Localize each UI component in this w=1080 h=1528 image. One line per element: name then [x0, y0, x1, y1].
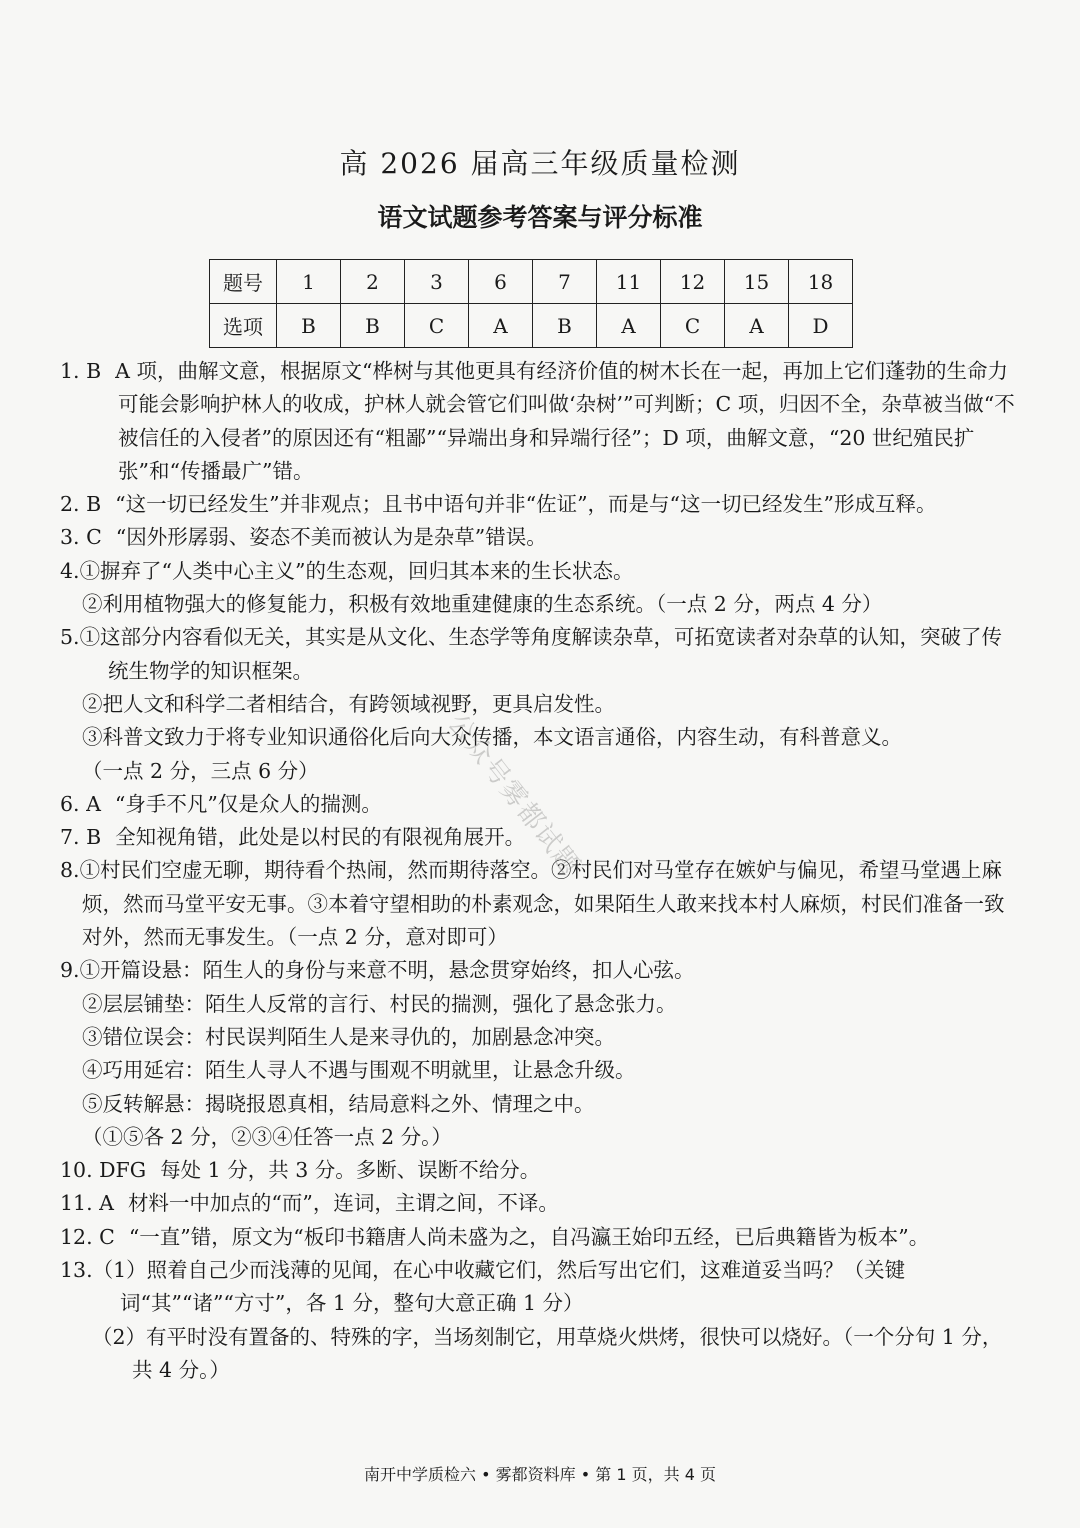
answer-list [60, 355, 1020, 1387]
question-number: 1 [277, 260, 341, 304]
item-text: 全知视角错，此处是以村民的有限视角展开。 [115, 825, 526, 850]
item-number: 8. [60, 858, 80, 883]
item-number: 13. [60, 1258, 93, 1283]
question-number: 11 [597, 260, 661, 304]
item-text: 材料一中加点的“而”，连词，主谓之间，不译。 [127, 1191, 559, 1216]
item-point: ④巧用延宕：陌生人寻人不遇与围观不明就里，让悬念升级。 [82, 1058, 636, 1083]
answer-choice: B [277, 304, 341, 348]
answer-choice: A [597, 304, 661, 348]
item-text: ①村民们空虚无聊，期待看个热闹，然而期待落空。②村民们对马堂存在嫉妒与偏见，希望马堂遇上麻烦，然而马堂平安无事。③本着守望相助的朴素观念，如果陌生人敢来找本村人麻烦，村民们准备一致对外，然而无事发生。（一点 2 分，意对即可） [79, 858, 1005, 950]
item-score-note: （一点 2 分，三点 6 分） [82, 758, 319, 783]
answer-choice: A [469, 304, 533, 348]
page-subtitle: 语文试题参考答案与评分标准 [377, 203, 703, 232]
answer-table-choice-row [210, 304, 853, 348]
answer-choice: D [789, 304, 853, 348]
answer-item-4 [60, 555, 1020, 622]
question-number: 3 [405, 260, 469, 304]
item-number: 12. C [60, 1224, 115, 1249]
item-text: “这一切已经发生”并非观点；且书中语句并非“佐证”，而是与“这一切已经发生”形成互释。 [115, 492, 937, 517]
item-number: 9. [60, 958, 80, 983]
watermark: 公众号雾都试题 [441, 708, 586, 882]
answer-choice: B [341, 304, 405, 348]
item-number: 10. DFG [60, 1158, 147, 1183]
answer-table [209, 259, 853, 348]
item-point: ①开篇设悬：陌生人的身份与来意不明，悬念贯穿始终，扣人心弦。 [79, 958, 695, 983]
item-number: 6. A [60, 791, 101, 816]
item-number: 1. B [60, 359, 102, 383]
answer-choice: A [725, 304, 789, 348]
answer-item-3 [60, 521, 1020, 554]
item-text: A 项，曲解文意，根据原文“桦树与其他更具有经济价值的树木长在一起，再加上它们蓬勃的生命力可能会影响护林人的收成，护林人就会管它们叫做‘杂树’”可判断；C 项，归因不全，杂草被当做“不被信任的入侵者”的原因还有“粗鄙”“异端出身和异端行径”；D 项，曲解文意，“20 世纪殖民扩张”和“传播最广”错。 [115, 359, 1015, 483]
answer-choice: B [533, 304, 597, 348]
item-number: 4. [60, 558, 80, 583]
answer-table-number-row [210, 260, 853, 304]
answer-item-10 [60, 1154, 1020, 1187]
answer-choice: C [405, 304, 469, 348]
item-point: ⑤反转解悬：揭晓报恩真相，结局意料之外、情理之中。 [82, 1091, 595, 1116]
item-text: “一直”错，原文为“板印书籍唐人尚未盛为之，自冯瀛王始印五经，已后典籍皆为板本”。 [128, 1224, 930, 1249]
item-number: 11. A [60, 1191, 114, 1216]
item-number: 2. B [60, 492, 102, 517]
item-text: “身手不凡”仅是众人的揣测。 [114, 791, 382, 816]
answer-item-9 [60, 954, 1020, 1154]
question-number: 15 [725, 260, 789, 304]
question-number: 18 [789, 260, 853, 304]
answer-item-12 [60, 1221, 1020, 1254]
answer-item-13 [60, 1254, 1020, 1387]
question-number: 2 [341, 260, 405, 304]
item-point: ①这部分内容看似无关，其实是从文化、生态学等角度解读杂草，可拓宽读者对杂草的认知，突破了传统生物学的知识框架。 [79, 625, 1003, 683]
answer-item-5 [60, 621, 1020, 787]
item-number: 3. C [60, 525, 102, 550]
answer-item-1 [60, 355, 1020, 488]
question-number: 7 [533, 260, 597, 304]
answer-item-2 [60, 488, 1020, 521]
row-label-choice: 选项 [210, 304, 277, 348]
item-point: ①摒弃了“人类中心主义”的生态观，回归其本来的生长状态。 [79, 558, 634, 583]
answer-item-11 [60, 1187, 1020, 1220]
item-point: ③科普文致力于将专业知识通俗化后向大众传播，本文语言通俗，内容生动，有科普意义。 [82, 725, 902, 750]
item-point: ②层层铺垫：陌生人反常的言行、村民的揣测，强化了悬念张力。 [82, 991, 677, 1016]
item-point: （2）有平时没有置备的、特殊的字，当场刻制它，用草烧火烘烤，很快可以烧好。（一个分句 1 分，共 4 分。） [92, 1324, 1003, 1382]
item-point: （1）照着自己少而浅薄的见闻，在心中收藏它们，然后写出它们，这难道妥当吗？（关键词“其”“诸”“方寸”，各 1 分，整句大意正确 1 分） [92, 1258, 906, 1316]
item-point: ②把人文和科学二者相结合，有跨领域视野，更具启发性。 [82, 691, 615, 716]
page-footer: 南开中学质检六 • 雾都资料库 • 第 1 页，共 4 页 [364, 1465, 716, 1484]
item-number: 5. [60, 625, 80, 650]
item-text: 每处 1 分，共 3 分。多断、误断不给分。 [160, 1158, 541, 1183]
answer-choice: C [661, 304, 725, 348]
question-number: 12 [661, 260, 725, 304]
item-score-note: （①⑤各 2 分，②③④任答一点 2 分。） [82, 1124, 452, 1149]
page-title: 高 2026 届高三年级质量检测 [339, 147, 741, 180]
item-number: 7. B [60, 825, 102, 850]
row-label-number: 题号 [210, 260, 277, 304]
item-point: ②利用植物强大的修复能力，积极有效地重建健康的生态系统。（一点 2 分，两点 4 分） [82, 592, 883, 617]
item-text: “因外形孱弱、姿态不美而被认为是杂草”错误。 [115, 525, 547, 550]
answer-item-8 [60, 854, 1020, 954]
question-number: 6 [469, 260, 533, 304]
item-point: ③错位误会：村民误判陌生人是来寻仇的，加剧悬念冲突。 [82, 1024, 615, 1049]
